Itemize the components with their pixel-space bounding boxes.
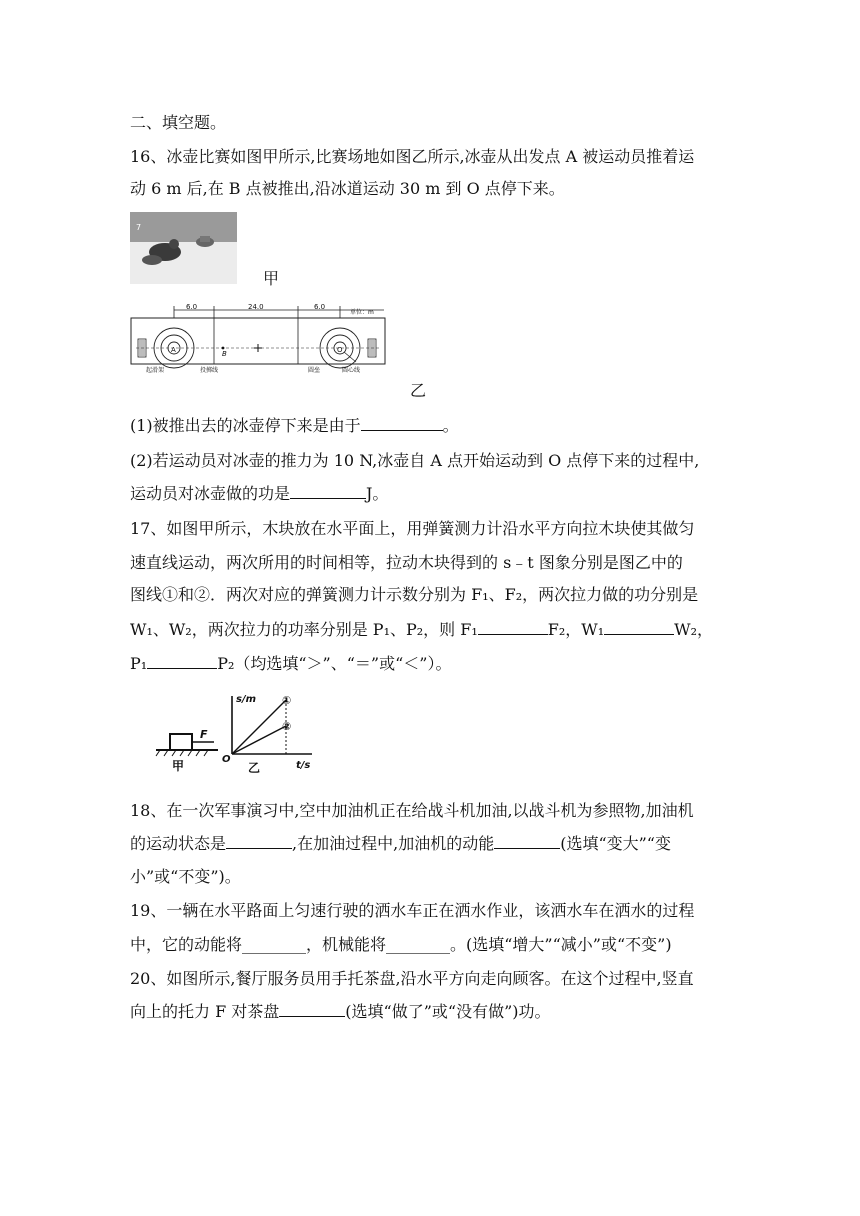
point-a: A <box>171 346 176 354</box>
curling-field-diagram <box>130 302 390 374</box>
q16-sub2-line-2 <box>130 482 388 505</box>
q17-line4-a: W₁、W₂，两次拉力的功率分别是 P₁、P₂，则 F₁ <box>130 620 478 639</box>
q16-sub2-unit: J。 <box>366 484 389 503</box>
dim-right: 6.0 <box>314 303 326 311</box>
q17-line-4 <box>130 618 713 641</box>
line-2-mark: ② <box>282 720 292 733</box>
q17-line-1: 17、如图甲所示，木块放在水平面上，用弹簧测力计沿水平方向拉木块使其做匀 <box>130 519 695 538</box>
q16-sub2-line-1: (2)若运动员对冰壶的推力为 10 N,冰壶自 A 点开始运动到 O 点停下来的过程中, <box>130 451 700 470</box>
q20-line-1: 20、如图所示,餐厅服务员用手托茶盘,沿水平方向走向顾客。在这个过程中,竖直 <box>130 969 694 988</box>
label-throw-line: 投掷线 <box>200 367 219 374</box>
q17-line4-b: F₂，W₁ <box>547 620 605 639</box>
q20-line2-b: (选填“做了”或“没有做”)功。 <box>345 1002 551 1021</box>
q16-sub1 <box>130 414 459 437</box>
origin-label: O <box>222 754 231 765</box>
q18-blank-motion[interactable] <box>226 832 292 849</box>
q16-line-2: 动 6 m 后,在 B 点被推出,沿冰道运动 30 m 到 O 点停下来。 <box>130 179 565 198</box>
dim-mid: 24.0 <box>248 303 264 311</box>
label-start-rack: 起滑架 <box>146 367 165 374</box>
q17-line5-b: P₂（均选填“＞”、“＝”或“＜”）。 <box>217 654 452 673</box>
q16-sub2-text: 运动员对冰壶做的功是 <box>130 484 291 503</box>
q16-sub1-text: (1)被推出去的冰壶停下来是由于 <box>130 416 361 435</box>
dim-left: 6.0 <box>186 303 198 311</box>
q20-line2-a: 向上的托力 F 对茶盘 <box>130 1002 280 1021</box>
q17-line-2: 速直线运动，两次所用的时间相等，拉动木块得到的 s﹣t 图象分别是图乙中的 <box>130 553 683 572</box>
point-b: B <box>222 350 227 358</box>
q18-blank-energy[interactable] <box>494 832 560 849</box>
q17-line4-c: W₂， <box>674 620 714 639</box>
point-o: O <box>337 346 343 354</box>
q17-figure <box>152 690 322 776</box>
q16-sub2-blank[interactable] <box>290 482 366 499</box>
q19-line-2: 中，它的动能将________，机械能将________。(选填“增大”“减小”或“不变”) <box>130 935 672 954</box>
fig-yi-label: 乙 <box>248 761 261 775</box>
q18-line-2 <box>130 832 671 855</box>
label-center-line: 圆心线 <box>342 367 361 374</box>
t-axis-label: t/s <box>296 760 311 771</box>
graph-line-2 <box>232 726 286 754</box>
q16-line-1: 16、冰壶比赛如图甲所示,比赛场地如图乙所示,冰壶从出发点 A 被运动员推着运 <box>130 147 695 166</box>
q19-line-1: 19、一辆在水平路面上匀速行驶的洒水车正在洒水作业，该洒水车在洒水的过程 <box>130 901 695 920</box>
q18-line2-b: ,在加油过程中,加油机的动能 <box>292 834 495 853</box>
q17-line5-a: P₁ <box>130 654 148 673</box>
s-axis-label: s/m <box>236 694 257 705</box>
svg-text:7: 7 <box>136 223 142 232</box>
fig-yi-caption: 乙 <box>410 381 427 400</box>
graph-line-1 <box>232 700 286 754</box>
force-label: F <box>200 728 208 741</box>
q18-line-3: 小”或“不变”)。 <box>130 867 241 886</box>
fig-jia-label: 甲 <box>172 759 185 773</box>
q17-blank-w[interactable] <box>604 618 674 635</box>
q18-line2-c: (选填“变大”“变 <box>560 834 671 853</box>
q17-blank-f[interactable] <box>478 618 548 635</box>
q16-sub1-end: 。 <box>442 416 459 435</box>
q18-line2-a: 的运动状态是 <box>130 834 227 853</box>
q20-line-2 <box>130 1000 551 1023</box>
q17-blank-p[interactable] <box>147 652 217 669</box>
fig-jia-caption: 甲 <box>263 269 280 288</box>
q17-line-3: 图线①和②．两次对应的弹簧测力计示数分别为 F₁、F₂，两次拉力做的功分别是 <box>130 585 699 604</box>
q17-line-5 <box>130 652 451 675</box>
q20-blank[interactable] <box>279 1000 345 1017</box>
curling-photo <box>130 212 237 284</box>
label-house: 圆垒 <box>308 367 321 374</box>
section-title: 二、填空题。 <box>130 113 227 132</box>
line-1-mark: ① <box>282 694 292 707</box>
q18-line-1: 18、在一次军事演习中,空中加油机正在给战斗机加油,以战斗机为参照物,加油机 <box>130 801 694 820</box>
q16-sub1-blank[interactable] <box>361 414 443 431</box>
unit-label: 单位：m <box>350 309 374 316</box>
